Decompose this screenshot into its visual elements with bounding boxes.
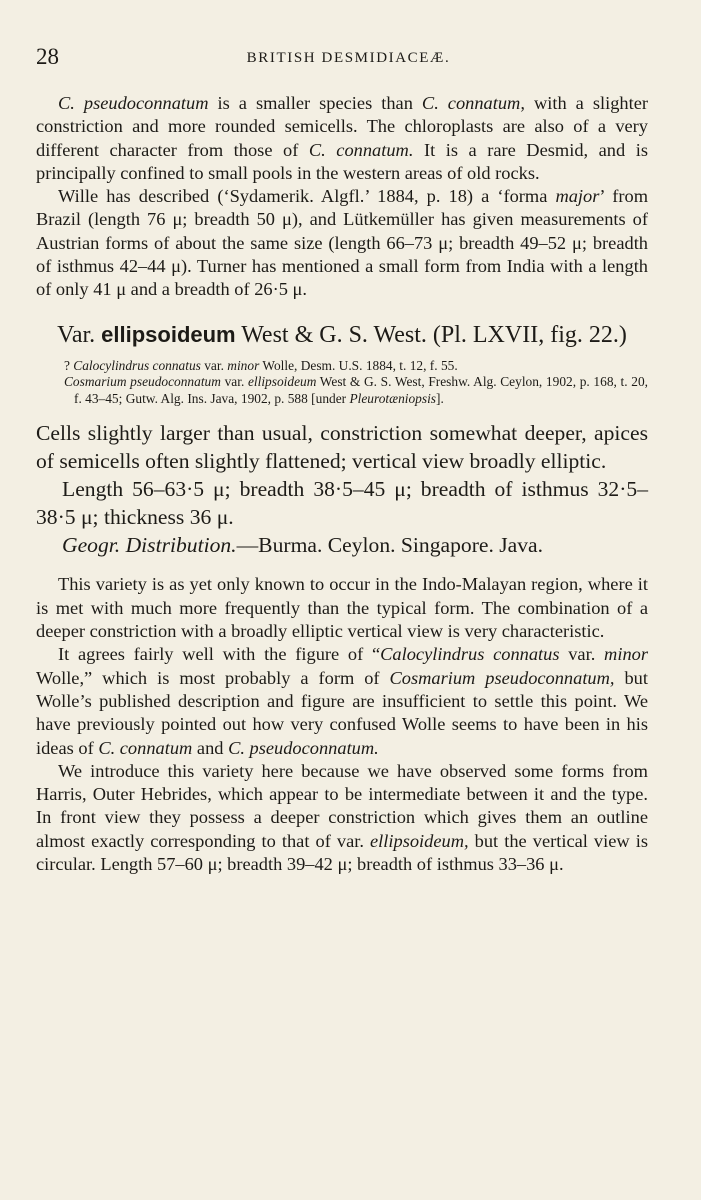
text-run: Wolle, Desm. U.S. 1884, t. 12, f. 55. <box>259 357 458 373</box>
running-title: BRITISH DESMIDIACEÆ. <box>246 50 451 66</box>
variety-heading <box>36 320 648 350</box>
text-run: with a slighter constriction and more rounded semicells. The chloroplasts are also of a very different character from those of <box>36 93 648 160</box>
text-run: Pleurotæniopsis <box>349 390 437 406</box>
page-body <box>36 92 648 876</box>
text-run: C. pseudoconnatum <box>58 93 209 113</box>
paragraph-indo-malayan <box>36 573 648 643</box>
text-run: is a smaller species than <box>208 93 422 113</box>
text-run: Calocylindrus connatus <box>380 644 560 665</box>
text-run: It is a rare Desmid, and is principally confined to small pools in the western areas of old rocks. <box>36 139 648 183</box>
paragraph-wolle-figure <box>36 643 648 759</box>
text-run: —Burma. Ceylon. Singapore. Java. <box>236 533 544 558</box>
text-run: minor <box>227 357 260 373</box>
variety-measurements <box>36 475 648 531</box>
synonym-calocylindrus <box>64 358 648 375</box>
paragraph-wille-forms <box>36 185 648 301</box>
text-run: Wolle,” which is most probably a form of <box>36 667 390 688</box>
text-run: Calocylindrus connatus <box>73 357 201 373</box>
spacer <box>36 559 648 573</box>
text-run: ? <box>64 357 74 373</box>
text-run: and <box>192 737 229 758</box>
text-run: It agrees fairly well with the figure of “ <box>58 644 381 665</box>
text-run: Cosmarium pseudoconnatum, <box>389 667 615 688</box>
text-run: C. pseudoconnatum. <box>228 737 379 758</box>
text-run: major <box>555 186 600 207</box>
text-run: West & G. S. West. (Pl. LXVII, fig. 22.) <box>235 321 627 348</box>
text-run: ]. <box>436 390 444 406</box>
text-run: Wille has described (‘Sydamerik. Algfl.’ 1884, p. 18) a ‘forma <box>58 186 556 207</box>
text-run: but the vertical view is circular. Length 57–60 μ; breadth 39–42 μ; breadth of isthmus 33–36 μ. <box>36 830 649 875</box>
page-number: 28 <box>36 44 59 69</box>
text-run: Geogr. Distribution. <box>62 533 237 558</box>
text-run: C. connatum, <box>421 93 525 113</box>
text-run: Length 56–63·5 μ; breadth 38·5–45 μ; breadth of isthmus 32·5–38·5 μ; thickness 36 μ. <box>36 477 648 530</box>
text-run: Cosmarium pseudoconnatum <box>64 374 221 390</box>
text-run: C. connatum. <box>308 139 414 160</box>
text-run: but Wolle’s published description and figure are insufficient to settle this point. We have previously pointed out how very confused Wolle seems to have been in his ideas of <box>36 667 648 758</box>
page-header <box>36 44 661 74</box>
paragraph-pseudoconnatum-comparison <box>36 92 648 185</box>
geographic-distribution <box>36 531 648 559</box>
text-run: ellipsoideum <box>101 321 236 347</box>
text-run: ellipsoideum <box>247 374 317 390</box>
text-run: This variety is as yet only known to occur in the Indo-Malayan region, where it is met with much more frequently than the typical form. The combination of a deeper constriction with a broadly elliptic vertical view is very characteristic. <box>36 574 648 642</box>
text-run: Var. <box>57 321 102 348</box>
text-run: minor <box>604 644 648 665</box>
synonym-cosmarium <box>64 374 648 407</box>
text-run: var. <box>559 644 605 665</box>
text-run: West & G. S. West, Freshw. Alg. Ceylon, 1902, p. 168, t. 20, f. 43–45; Gutw. Alg. Ins. Java, 1902, p. 588 [under <box>74 374 648 406</box>
text-run: We introduce this variety here because we have observed some forms from Harris, Outer Hebrides, which appear to be intermediate between it and the type. In front view they possess a deeper constriction which gives them an outline almost exactly corresponding to that of var. <box>36 760 648 851</box>
text-run: ellipsoideum, <box>370 830 469 851</box>
text-run: C. connatum <box>98 737 193 758</box>
text-run: Cells slightly larger than usual, constriction somewhat deeper, apices of semicells often slightly flattened; vertical view broadly elliptic. <box>36 421 648 474</box>
variety-description <box>36 419 648 475</box>
text-run: var. <box>200 357 228 373</box>
paragraph-harris-forms <box>36 760 648 876</box>
text-run: ’ from Brazil (length 76 μ; breadth 50 μ), and Lütkemüller has given measurements of Austrian forms of about the same size (length 66–73 μ; breadth 49–52 μ; breadth of isthmus 42–44 μ). Turner has mentioned a small form from India with a length of only 41 μ and a breadth of 26·5 μ. <box>36 186 648 300</box>
synonymy <box>64 358 648 408</box>
text-run: var. <box>220 374 248 390</box>
